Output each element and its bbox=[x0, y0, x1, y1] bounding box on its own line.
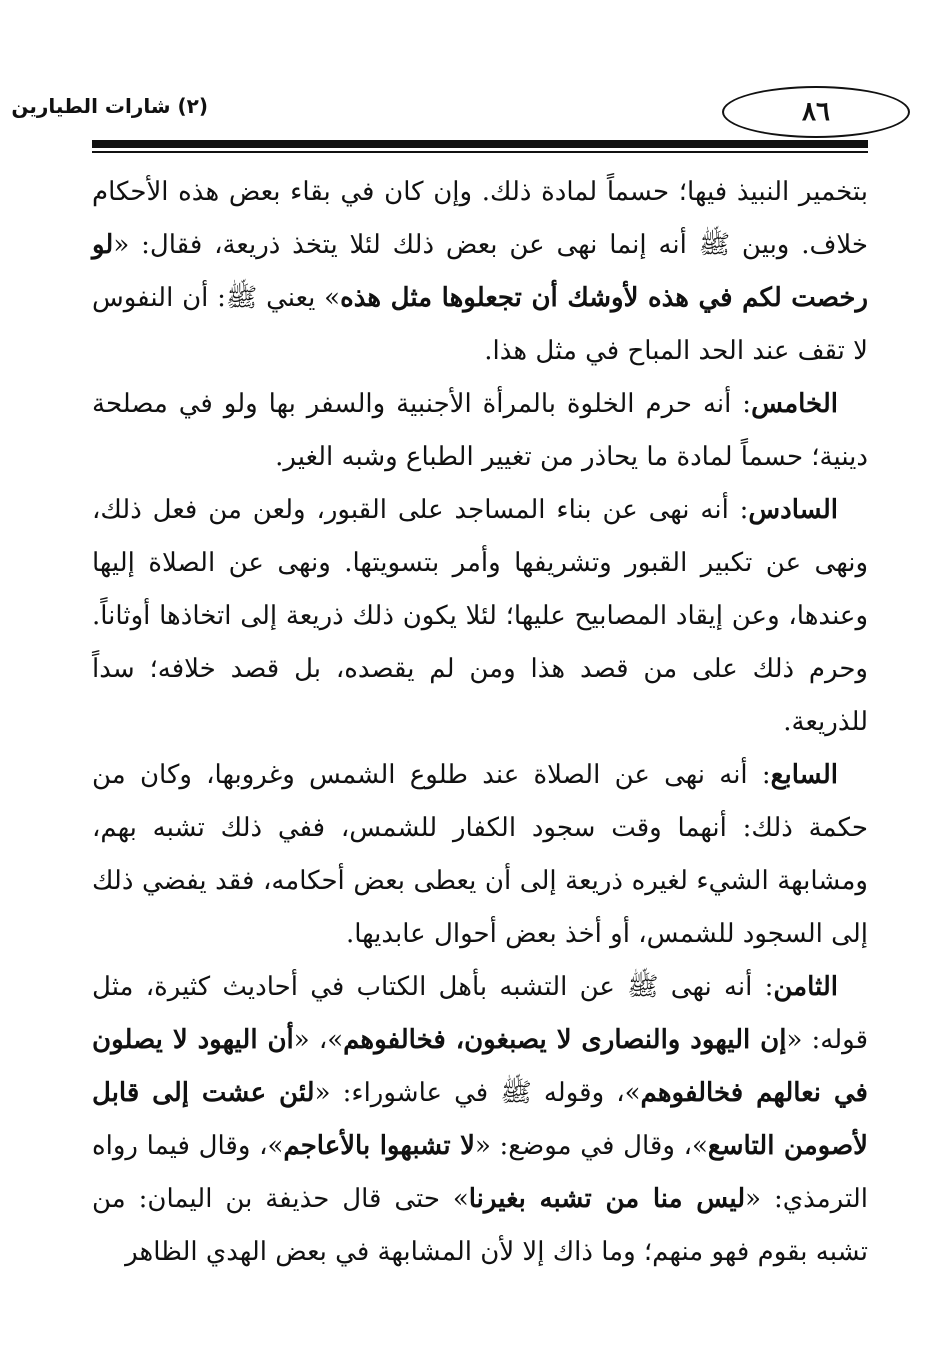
header-rule-thick bbox=[92, 140, 868, 148]
bold-text: لا تشبهوا بالأعاجم bbox=[283, 1131, 475, 1161]
text-run: : أنه نهى عن بناء المساجد على القبور، ولعن من فعل ذلك، ونهى عن تكبير القبور وتشريفها وأمر بتسويتها. ونهى عن الصلاة إليها وعندها، وعن إيقاد المصابيح عليها؛ لئلا يكون ذلك ذريعة إلى اتخاذها أوثاناً. وحرم ذلك على من قصد هذا ومن لم يقصده، بل قصد خلافه؛ سداً للذريعة. bbox=[92, 495, 868, 737]
bold-text: لئن عشت إلى قابل لأصومن التاسع bbox=[92, 1078, 868, 1161]
body-text bbox=[92, 166, 868, 1279]
bold-text: السابع bbox=[770, 760, 838, 790]
paragraph bbox=[92, 961, 868, 1279]
text-run: : أنه نهى ﷺ عن التشبه بأهل الكتاب في أحاديث كثيرة، مثل قوله: « bbox=[92, 972, 868, 1055]
text-run: : أنه حرم الخلوة بالمرأة الأجنبية والسفر بها ولو في مصلحة دينية؛ حسماً لمادة ما يحاذر من تغيير الطباع وشبه الغير. bbox=[92, 389, 868, 472]
text-run: » يعني ﷺ: أن النفوس لا تقف عند الحد المباح في مثل هذا. bbox=[92, 283, 868, 366]
bold-text: لو رخصت لكم في هذه لأوشك أن تجعلوها مثل هذه bbox=[92, 230, 869, 313]
paragraph bbox=[92, 484, 868, 749]
text-run: »، وقوله ﷺ في عاشوراء: « bbox=[314, 1078, 641, 1108]
text-run: : أنه نهى عن الصلاة عند طلوع الشمس وغروبها، وكان من حكمة ذلك: أنهما وقت سجود الكفار للشمس، ففي ذلك تشبه بهم، ومشابهة الشيء لغيره ذريعة إلى أن يعطى بعض أحكامه، فقد يفضي ذلك إلى السجود للشمس، أو أخذ بعض أحوال عابديها. bbox=[92, 760, 868, 949]
bold-text: إن اليهود والنصارى لا يصبغون، فخالفوهم bbox=[343, 1025, 787, 1055]
text-run: »، وقال فيما رواه الترمذي: « bbox=[92, 1131, 868, 1214]
page-header bbox=[11, 80, 868, 144]
text-run: » حتى قال حذيفة بن اليمان: من تشبه بقوم فهو منهم؛ وما ذاك إلا لأن المشابهة في بعض الهدي الظاهر bbox=[92, 1184, 868, 1267]
bold-text: الخامس bbox=[751, 389, 838, 419]
page-number: ٨٦ bbox=[722, 86, 910, 138]
paragraph bbox=[92, 749, 868, 961]
bold-text: الثامن bbox=[773, 972, 838, 1002]
bold-text: السادس bbox=[748, 495, 838, 525]
paragraph bbox=[92, 166, 868, 378]
paragraph bbox=[92, 378, 868, 484]
header-rule-thin bbox=[92, 151, 868, 153]
text-run: »، وقال في موضع: « bbox=[474, 1131, 708, 1161]
running-title: (٢) شارات الطيارين bbox=[11, 94, 208, 118]
text-run: بتخمير النبيذ فيها؛ حسماً لمادة ذلك. وإن كان في بقاء بعض هذه الأحكام خلاف. وبين ﷺ أنه إنما نهى عن بعض ذلك لئلا يتخذ ذريعة، فقال: « bbox=[92, 177, 868, 260]
bold-text: ليس منا من تشبه بغيرنا bbox=[468, 1184, 746, 1214]
bold-text: أن اليهود لا يصلون في نعالهم فخالفوهم bbox=[92, 1025, 868, 1108]
text-run: »، « bbox=[293, 1025, 344, 1055]
